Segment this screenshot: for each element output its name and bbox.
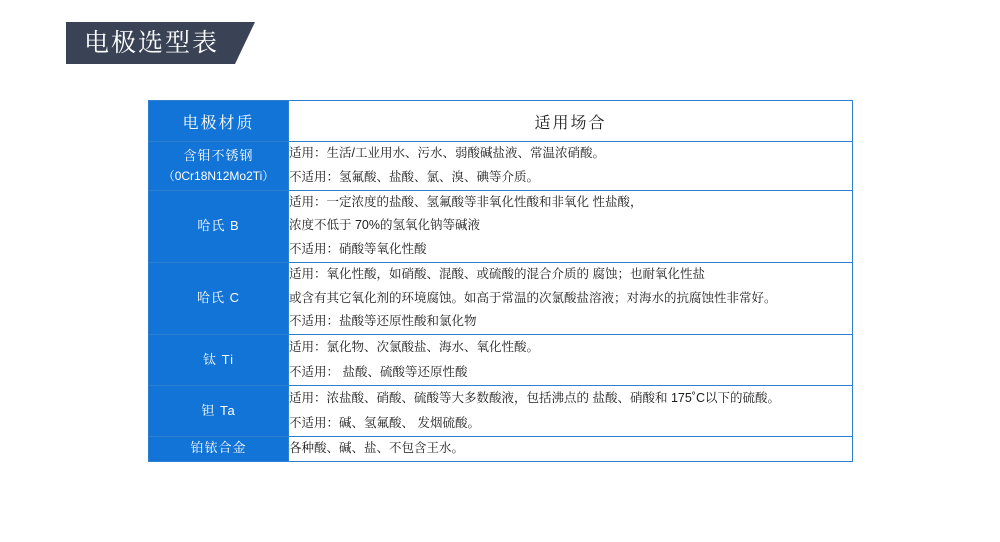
- usage-line: 不适用：盐酸等还原性酸和氯化物: [289, 314, 477, 329]
- material-name: 哈氏 B: [197, 217, 240, 233]
- usage-line: 适用：生活/工业用水、污水、弱酸碱盐液、常温浓硝酸。: [289, 146, 605, 160]
- material-name: 含钼不锈钢: [183, 147, 254, 163]
- material-cell: [149, 190, 289, 262]
- usage-line: 不适用：碱、氢氟酸、 发烟硫酸。: [289, 416, 480, 430]
- usage-cell: [289, 437, 853, 462]
- usage-line: 各种酸、碱、盐、不包含王水。: [289, 441, 465, 455]
- material-cell: [149, 142, 289, 191]
- material-cell: [149, 386, 289, 437]
- usage-cell: [289, 386, 853, 437]
- usage-cell: [289, 335, 853, 386]
- table-row: [149, 386, 853, 437]
- material-name: 钽 Ta: [201, 402, 236, 418]
- usage-line: 不适用： 盐酸、硫酸等还原性酸: [289, 365, 468, 379]
- column-header-material: 电极材质: [149, 101, 289, 142]
- usage-line: 适用：一定浓度的盐酸、氢氟酸等非氧化性酸和非氧化 性盐酸，: [289, 194, 643, 209]
- table-row: [149, 335, 853, 386]
- table-header-row: [149, 101, 853, 142]
- material-name: 铂铱合金: [190, 440, 247, 456]
- usage-line: 或含有其它氧化剂的环境腐蚀。如高于常温的次氯酸盐溶液；对海水的抗腐蚀性非常好。: [289, 290, 777, 305]
- usage-cell: [289, 190, 853, 262]
- usage-line: 浓度不低于 70%的氢氧化钠等碱液: [289, 218, 480, 233]
- table-row: [149, 142, 853, 191]
- usage-line: 适用：浓盐酸、硝酸、硫酸等大多数酸液，包括沸点的 盐酸、硝酸和 175˚C以下的硫酸。: [289, 391, 780, 405]
- page-title-bar: [66, 22, 235, 64]
- material-code: （0Cr18N12Mo2Ti）: [162, 168, 275, 183]
- electrode-selection-table: [148, 100, 853, 462]
- usage-line: 适用：氧化性酸，如硝酸、混酸、或硫酸的混合介质的 腐蚀；也耐氧化性盐: [289, 266, 705, 281]
- material-cell: [149, 335, 289, 386]
- usage-line: 不适用：氢氟酸、盐酸、氯、溴、碘等介质。: [289, 169, 540, 184]
- usage-cell: [289, 262, 853, 334]
- table-row: [149, 190, 853, 262]
- title-notch-shape: [235, 22, 255, 64]
- usage-line: 适用：氯化物、次氯酸盐、海水、氧化性酸。: [289, 340, 540, 354]
- table-row: [149, 437, 853, 462]
- electrode-selection-table-wrapper: [148, 100, 852, 462]
- page-title: 电极选型表: [84, 28, 220, 57]
- material-name: 哈氏 C: [196, 289, 240, 305]
- column-header-usage: 适用场合: [289, 101, 853, 142]
- material-cell: [149, 262, 289, 334]
- material-cell: [149, 437, 289, 462]
- usage-cell: [289, 142, 853, 191]
- usage-line: 不适用：硝酸等氧化性酸: [289, 242, 427, 256]
- material-name: 钛 Ti: [203, 351, 234, 367]
- table-row: [149, 262, 853, 334]
- page-title-banner: [66, 22, 255, 64]
